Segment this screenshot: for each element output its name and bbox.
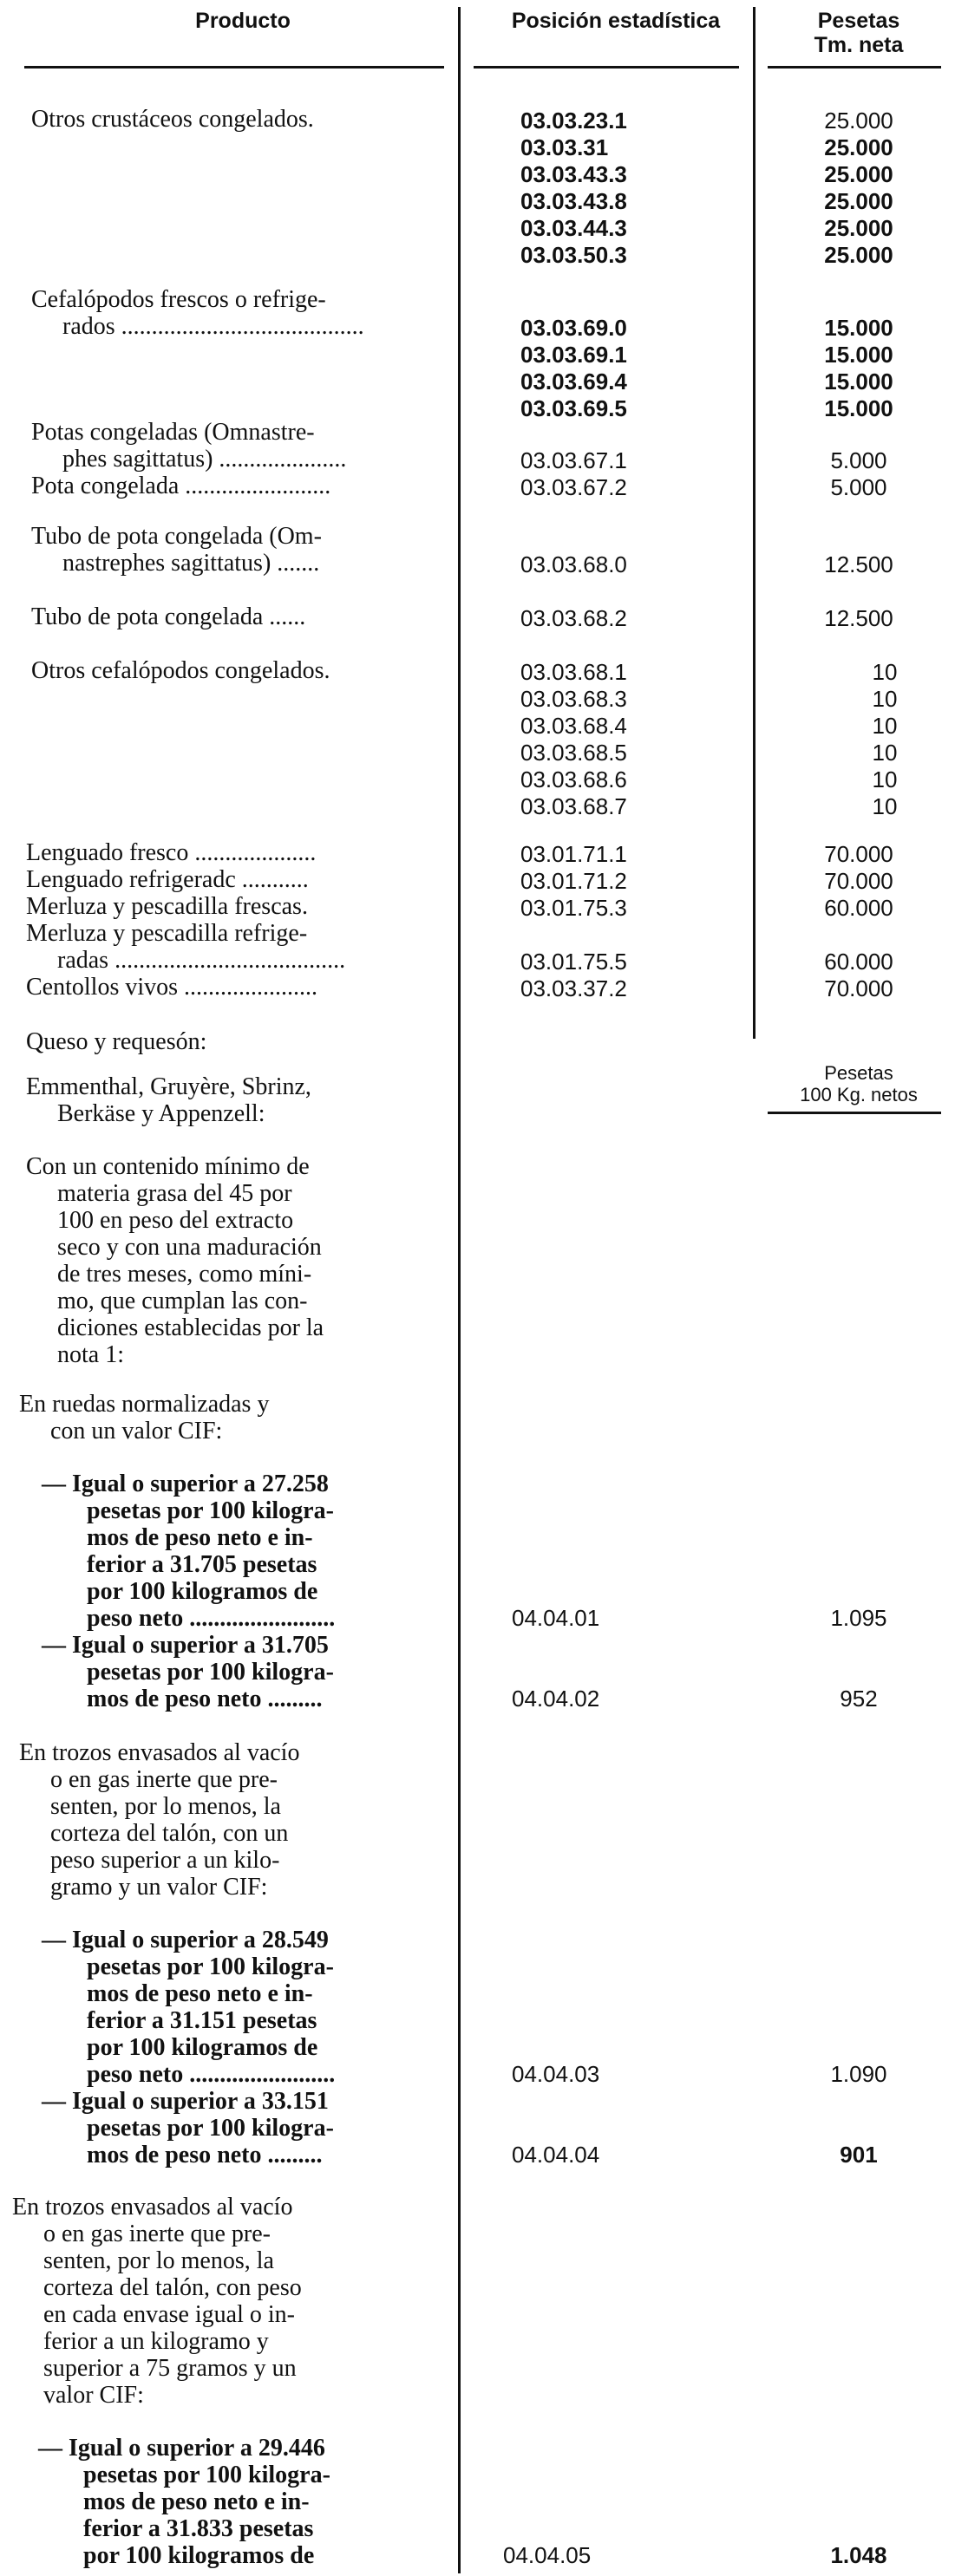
value: 15.000 xyxy=(824,315,893,341)
product-cefalopodos-frescos-l2: rados ........................................ xyxy=(62,313,364,340)
t1-line: — Igual o superior a 28.549 xyxy=(42,1927,329,1953)
trozos1-line: o en gas inerte que pre- xyxy=(50,1766,278,1793)
value: 952 xyxy=(840,1686,878,1712)
ruedas-line: En ruedas normalizadas y xyxy=(19,1391,270,1418)
r2-line: pesetas por 100 kilogra- xyxy=(87,1659,334,1686)
trozos2-line: superior a 75 gramos y un xyxy=(43,2355,297,2382)
value: 25.000 xyxy=(824,134,893,160)
trozos1-line: gramo y un valor CIF: xyxy=(50,1874,268,1901)
trozos1-line: En trozos envasados al vacío xyxy=(19,1739,300,1766)
t2-line: — Igual o superior a 33.151 xyxy=(42,2088,329,2115)
r1-line: — Igual o superior a 27.258 xyxy=(42,1471,329,1497)
value: 15.000 xyxy=(824,368,893,395)
position-code: 03.03.69.4 xyxy=(520,368,627,395)
header-pesetas-100kg-line2: 100 Kg. netos xyxy=(800,1084,918,1105)
trozos2-line: ferior a un kilogramo y xyxy=(43,2328,269,2355)
header-rule-pesetas-100kg xyxy=(768,1112,941,1114)
header-pesetas-line2: Tm. neta xyxy=(814,33,904,57)
value: 25.000 xyxy=(824,161,893,187)
trozos2-line: senten, por lo menos, la xyxy=(43,2247,274,2274)
value: 60.000 xyxy=(824,895,893,921)
position-code: 04.04.02 xyxy=(512,1686,600,1712)
position-code: 03.03.43.3 xyxy=(520,161,627,187)
value: 12.500 xyxy=(824,551,893,577)
value: 10 xyxy=(872,713,898,739)
position-code: 03.01.71.2 xyxy=(520,868,627,894)
contenido-line: 100 en peso del extracto xyxy=(57,1207,294,1234)
t2-line: mos de peso neto ......... xyxy=(87,2142,323,2168)
value: 15.000 xyxy=(824,395,893,421)
value: 5.000 xyxy=(830,447,887,473)
value: 10 xyxy=(872,740,898,766)
trozos1-line: senten, por lo menos, la xyxy=(50,1793,281,1820)
position-code: 03.03.23.1 xyxy=(520,108,627,134)
trozos2-line: en cada envase igual o in- xyxy=(43,2301,295,2328)
trozos2-line: En trozos envasados al vacío xyxy=(12,2194,293,2221)
position-code: 03.03.50.3 xyxy=(520,242,627,268)
r2-line: mos de peso neto ......... xyxy=(87,1686,323,1712)
product-lenguado-refrigerado: Lenguado refrigeradc ........... xyxy=(26,866,309,893)
u1-line: — Igual o superior a 29.446 xyxy=(38,2435,325,2462)
t1-line: mos de peso neto e in- xyxy=(87,1980,313,2007)
contenido-line: mo, que cumplan las con- xyxy=(57,1288,308,1314)
value: 10 xyxy=(872,793,898,819)
product-tubo-om-l1: Tubo de pota congelada (Om- xyxy=(31,523,322,550)
value: 10 xyxy=(872,659,898,685)
product-crustaceos: Otros crustáceos congelados. xyxy=(31,106,314,133)
t1-line: peso neto ........................ xyxy=(87,2061,336,2088)
product-otros-cefalopodos: Otros cefalópodos congelados. xyxy=(31,657,330,684)
position-code: 04.04.03 xyxy=(512,2061,600,2087)
position-code: 03.01.75.3 xyxy=(520,895,627,921)
value: 5.000 xyxy=(830,474,887,500)
position-code: 04.04.05 xyxy=(503,2542,592,2568)
product-merluza-refrig-l2: radas ...................................... xyxy=(57,947,346,974)
contenido-line: de tres meses, como míni- xyxy=(57,1261,312,1288)
product-tubo-om-l2: nastrephes sagittatus) ....... xyxy=(62,550,320,577)
trozos2-line: o en gas inerte que pre- xyxy=(43,2221,271,2247)
header-pesetas-100kg xyxy=(768,1062,950,1105)
t1-line: ferior a 31.151 pesetas xyxy=(87,2007,317,2034)
trozos2-line: valor CIF: xyxy=(43,2382,144,2409)
value: 10 xyxy=(872,766,898,792)
product-potas-l1: Potas congeladas (Omnastre- xyxy=(31,419,315,446)
position-code: 03.03.67.2 xyxy=(520,474,627,500)
position-code: 03.03.37.2 xyxy=(520,975,627,1001)
product-cefalopodos-frescos-l1: Cefalópodos frescos o refrige- xyxy=(31,286,326,313)
r1-line: mos de peso neto e in- xyxy=(87,1524,313,1551)
section-queso: Queso y requesón: xyxy=(26,1028,207,1055)
ruedas-line: con un valor CIF: xyxy=(50,1418,223,1445)
position-code: 03.03.68.7 xyxy=(520,793,627,819)
contenido-line: diciones establecidas por la xyxy=(57,1314,324,1341)
t2-line: pesetas por 100 kilogra- xyxy=(87,2115,334,2142)
position-code: 03.03.43.8 xyxy=(520,188,627,214)
trozos1-line: corteza del talón, con un xyxy=(50,1820,289,1847)
product-merluza-frescas: Merluza y pescadilla frescas. xyxy=(26,893,308,920)
trozos1-line: peso superior a un kilo- xyxy=(50,1847,280,1874)
contenido-line: Con un contenido mínimo de xyxy=(26,1153,310,1180)
value: 60.000 xyxy=(824,949,893,975)
trozos2-line: corteza del talón, con peso xyxy=(43,2274,302,2301)
position-code: 04.04.01 xyxy=(512,1605,600,1631)
product-merluza-refrig-l1: Merluza y pescadilla refrige- xyxy=(26,920,308,947)
header-pesetas xyxy=(794,9,924,57)
product-emmenthal-l2: Berkäse y Appenzell: xyxy=(57,1100,265,1127)
r2-line: — Igual o superior a 31.705 xyxy=(42,1632,329,1659)
header-pesetas-100kg-line1: Pesetas xyxy=(824,1062,893,1084)
u1-line: mos de peso neto e in- xyxy=(83,2488,310,2515)
value: 70.000 xyxy=(824,868,893,894)
u1-line: ferior a 31.833 pesetas xyxy=(83,2515,314,2542)
contenido-line: nota 1: xyxy=(57,1341,124,1368)
value: 12.500 xyxy=(824,605,893,631)
value: 15.000 xyxy=(824,342,893,368)
header-producto: Producto xyxy=(195,9,291,33)
header-pesetas-line1: Pesetas xyxy=(817,9,900,33)
r1-line: peso neto ........................ xyxy=(87,1605,336,1632)
position-code: 03.03.69.1 xyxy=(520,342,627,368)
product-tubo: Tubo de pota congelada ...... xyxy=(31,603,306,630)
position-code: 03.03.68.3 xyxy=(520,686,627,712)
header-rule-producto xyxy=(24,66,444,68)
position-code: 03.01.71.1 xyxy=(520,841,627,867)
position-code: 04.04.04 xyxy=(512,2142,600,2168)
u1-line: por 100 kilogramos de xyxy=(83,2542,315,2569)
value: 25.000 xyxy=(824,188,893,214)
value: 901 xyxy=(840,2142,878,2168)
position-code: 03.01.75.5 xyxy=(520,949,627,975)
r1-line: por 100 kilogramos de xyxy=(87,1578,318,1605)
position-code: 03.03.44.3 xyxy=(520,215,627,241)
position-code: 03.03.69.5 xyxy=(520,395,627,421)
value: 10 xyxy=(872,686,898,712)
u1-line: pesetas por 100 kilogra- xyxy=(83,2462,330,2488)
column-divider-2 xyxy=(753,7,755,1039)
position-code: 03.03.68.4 xyxy=(520,713,627,739)
value: 25.000 xyxy=(824,108,893,134)
value: 70.000 xyxy=(824,975,893,1001)
product-centollos: Centollos vivos ...................... xyxy=(26,974,318,1001)
value: 1.090 xyxy=(830,2061,887,2087)
header-rule-posicion xyxy=(474,66,739,68)
product-emmenthal-l1: Emmenthal, Gruyère, Sbrinz, xyxy=(26,1073,311,1100)
contenido-line: materia grasa del 45 por xyxy=(57,1180,292,1207)
value: 25.000 xyxy=(824,242,893,268)
r1-line: pesetas por 100 kilogra- xyxy=(87,1497,334,1524)
t1-line: pesetas por 100 kilogra- xyxy=(87,1953,334,1980)
value: 1.048 xyxy=(830,2542,887,2568)
column-divider-1 xyxy=(458,7,461,2573)
product-pota: Pota congelada ........................ xyxy=(31,473,331,499)
value: 70.000 xyxy=(824,841,893,867)
position-code: 03.03.68.1 xyxy=(520,659,627,685)
contenido-line: seco y con una maduración xyxy=(57,1234,322,1261)
product-lenguado-fresco: Lenguado fresco .................... xyxy=(26,839,317,866)
position-code: 03.03.68.5 xyxy=(520,740,627,766)
value: 1.095 xyxy=(830,1605,887,1631)
position-code: 03.03.68.2 xyxy=(520,605,627,631)
header-rule-pesetas xyxy=(768,66,941,68)
position-code: 03.03.68.6 xyxy=(520,766,627,792)
product-potas-l2: phes sagittatus) ..................... xyxy=(62,446,347,473)
position-code: 03.03.68.0 xyxy=(520,551,627,577)
t1-line: por 100 kilogramos de xyxy=(87,2034,318,2061)
position-code: 03.03.69.0 xyxy=(520,315,627,341)
position-code: 03.03.31 xyxy=(520,134,609,160)
header-posicion: Posición estadística xyxy=(511,9,721,33)
value: 25.000 xyxy=(824,215,893,241)
r1-line: ferior a 31.705 pesetas xyxy=(87,1551,317,1578)
position-code: 03.03.67.1 xyxy=(520,447,627,473)
